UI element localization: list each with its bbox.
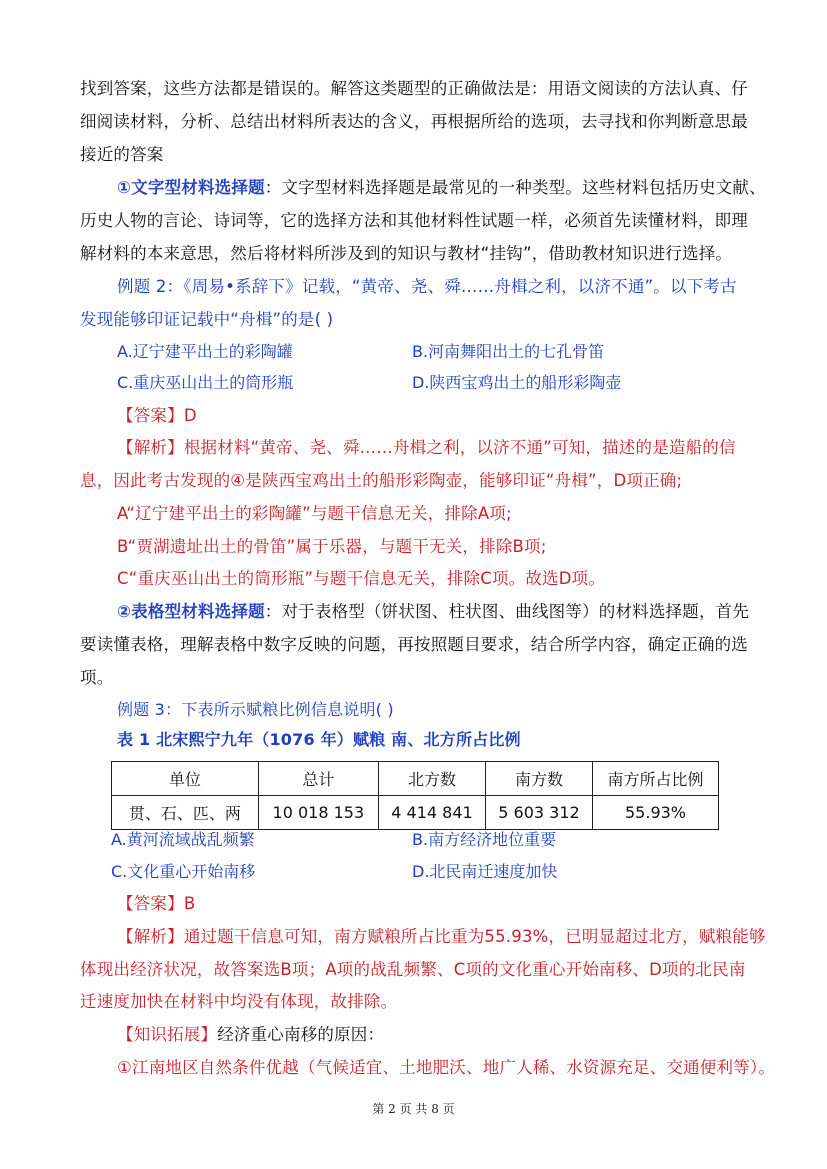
table-header-cell: 南方数 (485, 762, 592, 796)
table-cell: 4 414 841 (378, 796, 485, 830)
table-cell: 10 018 153 (258, 796, 378, 830)
table-header-cell: 单位 (112, 762, 259, 796)
example3-option-b: B.南方经济地位重要 (412, 830, 557, 849)
section2-line-2: 要读懂表格，理解表格中数字反映的问题，再按照题目要求，结合所学内容，确定正确的选 (80, 635, 748, 654)
example2-question-1: 例题 2：《周易•系辞下》记载，“黄帝、尧、舜……舟楫之利，以济不通”。以下考古 (117, 277, 737, 296)
example3-analysis-3: 迁速度加快在材料中均没有体现，故排除。 (80, 992, 398, 1011)
extension-item-1: ①江南地区自然条件优越（气候适宜、土地肥沃、地广人稀、水资源充足、交通便利等）。 (117, 1058, 776, 1077)
example3-analysis-1: 【解析】通过题干信息可知，南方赋粮所占比重为55.93%，已明显超过北方，赋粮能够 (117, 927, 766, 946)
example3-answer: 【答案】B (117, 894, 196, 913)
intro-line-2: 细阅读材料，分析、总结出材料所表达的含义，再根据所给的选项，去寻找和你判断意思最 (80, 112, 748, 131)
intro-line-1: 找到答案，这些方法都是错误的。解答这类题型的正确做法是：用语文阅读的方法认真、仔 (80, 79, 748, 98)
table-cell: 贯、石、匹、两 (112, 796, 259, 830)
table-row (112, 796, 719, 830)
section2-line-1: ②表格型材料选择题：对于表格型（饼状图、柱状图、曲线图等）的材料选择题，首先 (117, 602, 750, 621)
example3-option-a: A.黄河流域战乱频繁 (111, 830, 255, 849)
example2-answer: 【答案】D (117, 406, 197, 425)
section2-heading: ②表格型材料选择题 (117, 602, 265, 621)
example2-option-c: C.重庆巫山出土的筒形瓶 (117, 373, 294, 392)
table-header-cell: 北方数 (378, 762, 485, 796)
example3-option-d: D.北民南迁速度加快 (412, 862, 558, 881)
table-cell: 55.93% (593, 796, 719, 830)
example2-analysis-2: 息，因此考古发现的④是陕西宝鸡出土的船形彩陶壶，能够印证“舟楫”，D项正确; (80, 471, 683, 490)
example2-option-a: A.辽宁建平出土的彩陶罐 (117, 342, 293, 361)
example2-analysis-5: C“重庆巫山出土的筒形瓶”与题干信息无关，排除C项。故选D项。 (117, 569, 606, 588)
example2-option-d: D.陕西宝鸡出土的船形彩陶壶 (412, 373, 622, 392)
table-header-row (112, 762, 719, 796)
example2-analysis-1: 【解析】根据材料“黄帝、尧、舜……舟楫之利，以济不通”可知，描述的是造船的信 (117, 438, 736, 457)
table-header-cell: 总计 (258, 762, 378, 796)
intro-line-3: 接近的答案 (80, 145, 164, 164)
example3-question: 例题 3：下表所示赋粮比例信息说明( ) (117, 700, 394, 719)
section1-line-1: ①文字型材料选择题：文字型材料选择题是最常见的一种类型。这些材料包括历史文献、 (117, 178, 766, 197)
example3-analysis-2: 体现出经济状况，故答案选B项；A项的战乱频繁、C项的文化重心开始南移、D项的北民南 (80, 960, 746, 979)
section1-line-2: 历史人物的言论、诗词等，它的选择方法和其他材料性试题一样，必须首先读懂材料，即理 (80, 211, 748, 230)
page-number: 第 2 页 共 8 页 (372, 1102, 455, 1116)
example2-option-b: B.河南舞阳出土的七孔骨笛 (412, 342, 605, 361)
tax-grain-table (111, 761, 719, 830)
example3-option-c: C.文化重心开始南移 (111, 862, 256, 881)
table-header-cell: 南方所占比例 (593, 762, 719, 796)
example2-analysis-3: A“辽宁建平出土的彩陶罐”与题干信息无关，排除A项; (117, 504, 512, 523)
example2-question-2: 发现能够印证记载中“舟楫”的是( ) (80, 310, 334, 329)
section1-line-3: 解材料的本来意思，然后将材料所涉及到的知识与教材“挂钩”，借助教材知识进行选择。 (80, 244, 733, 263)
example3-table-caption: 表 1 北宋熙宁九年（1076 年）赋粮 南、北方所占比例 (117, 730, 521, 749)
example2-analysis-4: B“贾湖遗址出土的骨笛”属于乐器，与题干无关，排除B项; (117, 537, 547, 556)
table-cell: 5 603 312 (485, 796, 592, 830)
section2-line-3: 项。 (80, 668, 114, 687)
section1-heading: ①文字型材料选择题 (117, 178, 265, 197)
extension-title: 【知识拓展】经济重心南移的原因： (117, 1025, 385, 1044)
